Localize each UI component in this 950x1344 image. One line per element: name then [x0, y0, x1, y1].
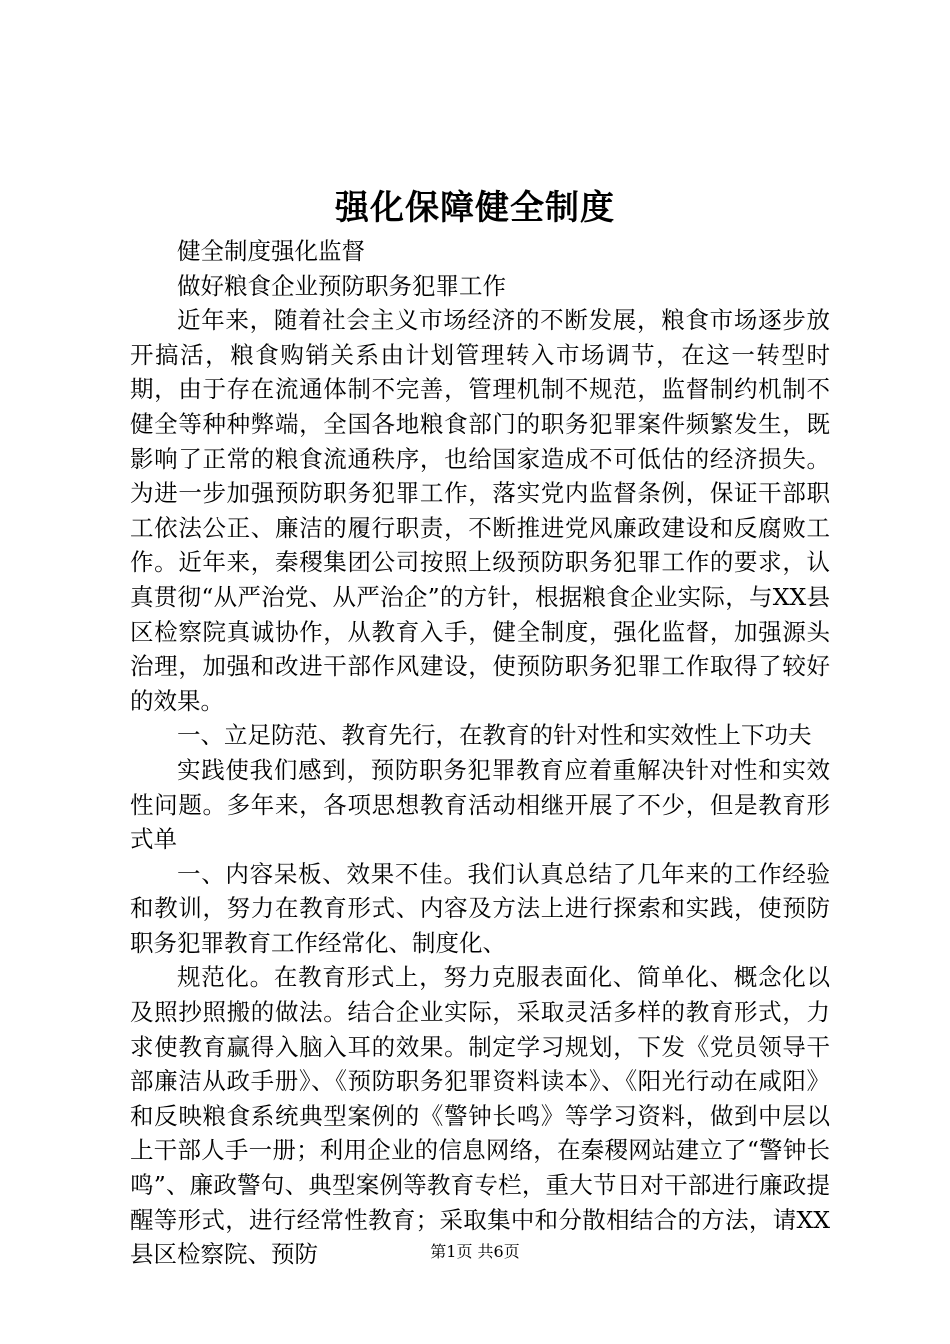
document-title: 强化保障健全制度 [335, 188, 615, 228]
section-heading-1: 一、立足防范、教育先行，在教育的针对性和实效性上下功夫 [177, 721, 812, 750]
page-number-footer: 第1页 共6页 [430, 1242, 520, 1261]
subtitle-line-2: 做好粮食企业预防职务犯罪工作 [177, 271, 506, 300]
paragraph-content: 一、内容呆板、效果不佳。我们认真总结了几年来的工作经验和教训，努力在教育形式、内容及方法上进行探索和实践，使预防职务犯罪教育工作经常化、制度化、 [130, 859, 830, 957]
subtitle-line-1: 健全制度强化监督 [177, 237, 365, 265]
paragraph-standardization: 规范化。在教育形式上，努力克服表面化、简单化、概念化以及照抄照搬的做法。结合企业实际，采取灵活多样的教育形式，力求使教育赢得入脑入耳的效果。制定学习规划，下发《党员领导干部廉洁从政手册》、《预防职务犯罪资料读本》、《阳光行动在咸阳》和反映粮食系统典型案例的《警钟长鸣》等学习资料，做到中层以上干部人手一册；利用企业的信息网络，在秦稷网站建立了“警钟长鸣”、廉政警句、典型案例等教育专栏，重大节日对干部进行廉政提醒等形式，进行经常性教育；采取集中和分散相结合的方法，请XX县区检察院、预防 [130, 963, 830, 1269]
paragraph-practice: 实践使我们感到，预防职务犯罪教育应着重解决针对性和实效性问题。多年来，各项思想教育活动相继开展了不少，但是教育形式单 [130, 755, 830, 854]
document-body [130, 234, 830, 1272]
paragraph-intro: 近年来，随着社会主义市场经济的不断发展，粮食市场逐步放开搞活，粮食购销关系由计划管理转入市场调节，在这一转型时期，由于存在流通体制不完善，管理机制不规范，监督制约机制不健全等种种弊端，全国各地粮食部门的职务犯罪案件频繁发生，既影响了正常的粮食流通秩序，也给国家造成不可低估的经济损失。为进一步加强预防职务犯罪工作，落实党内监督条例，保证干部职工依法公正、廉洁的履行职责，不断推进党风廉政建设和反腐败工作。近年来，秦稷集团公司按照上级预防职务犯罪工作的要求，认真贯彻“从严治党、从严治企”的方针，根据粮食企业实际，与XX县区检察院真诚协作，从教育入手，健全制度，强化监督，加强源头治理，加强和改进干部作风建设，使预防职务犯罪工作取得了较好的效果。 [130, 306, 830, 715]
